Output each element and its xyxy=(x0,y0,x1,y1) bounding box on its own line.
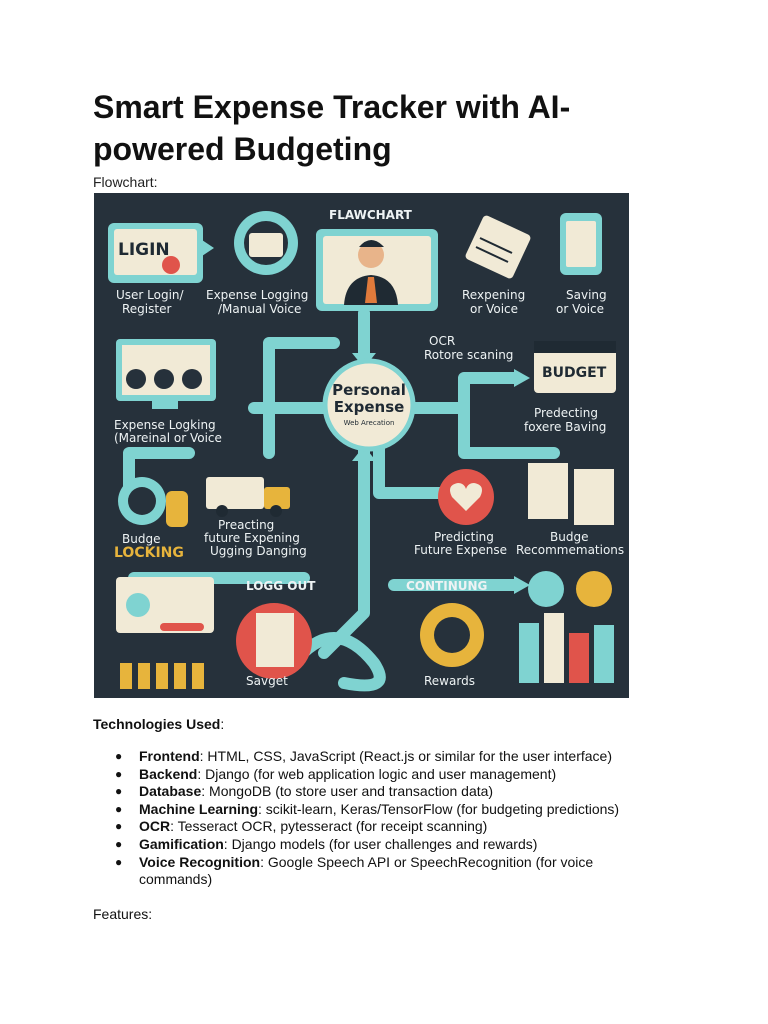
budge-rec-label-1: Budge xyxy=(550,530,589,544)
list-item: ● Database: MongoDB (to store user and transaction data) xyxy=(115,783,494,800)
expense-logging-label: Expense Logging xyxy=(206,288,309,302)
list-item: ● Frontend: HTML, CSS, JavaScript (React.js or similar for the user interface) xyxy=(115,748,612,764)
ocr-sub-label: Rotore scaning xyxy=(424,348,514,362)
login-screen-label: LIGIN xyxy=(118,240,170,260)
logout-label: LOGG OUT xyxy=(246,579,316,593)
predicting-label-3a: Predicting xyxy=(434,530,494,544)
page-title: Smart Expense Tracker with AI-powered Budgeting xyxy=(93,89,571,167)
flowchart-caption: Flowchart: xyxy=(93,174,158,190)
rewards-label: Rewards xyxy=(424,674,475,688)
or-voice-label-2: or Voice xyxy=(556,302,605,316)
list-item: ● Machine Learning: scikit-learn, Keras/TensorFlow (for budgeting predictions) xyxy=(115,800,620,817)
budget-node xyxy=(524,341,616,434)
center-label-2: Expense xyxy=(333,398,405,416)
technologies-heading: Technologies Used: xyxy=(93,716,225,732)
saving-label: Saving xyxy=(566,288,607,302)
predicting-label-2b: future Expening xyxy=(204,531,300,545)
center-sub-label: Web Arecation xyxy=(343,419,395,427)
budge-locking-label-1: Budge xyxy=(122,532,161,546)
continuing-label: CONTINUNG xyxy=(406,579,488,593)
budget-label: BUDGET xyxy=(542,365,607,381)
personal-expense-node xyxy=(325,361,413,449)
predicting-label-2a: Preacting xyxy=(218,518,275,532)
register-label: Register xyxy=(122,302,172,316)
list-item: ● Voice Recognition: Google Speech API or SpeechRecognition (for voice commands) xyxy=(115,853,594,888)
predicting-label-2c: Ugging Danging xyxy=(210,544,307,558)
expense-logking-label: Expense Logking xyxy=(114,418,216,432)
list-item: ● Backend: Django (for web application logic and user management) xyxy=(115,765,557,782)
features-heading: Features: xyxy=(93,906,153,922)
list-item: ● Gamification: Django models (for user challenges and rewards) xyxy=(115,835,538,852)
user-avatar-node xyxy=(316,229,438,311)
rewards-node xyxy=(420,603,484,688)
savget-label: Savget xyxy=(246,674,288,688)
or-voice-label-1: or Voice xyxy=(470,302,519,316)
rexpensing-label: Rexpening xyxy=(462,288,526,302)
flowchart-illustration xyxy=(94,193,629,698)
ocr-label: OCR xyxy=(429,334,456,348)
predicting-label-1: Predecting xyxy=(534,406,598,420)
user-login-label: User Login/ xyxy=(116,288,184,302)
expense-logking-node xyxy=(114,339,222,445)
predicting-label-3b: Future Expense xyxy=(414,543,507,557)
budge-rec-label-2: Recommemations xyxy=(516,543,625,557)
manual-voice-label: /Manual Voice xyxy=(218,302,302,316)
technologies-list xyxy=(93,748,653,889)
center-label-1: Personal xyxy=(332,381,406,399)
predicting-label-1b: foxere Baving xyxy=(524,420,607,434)
list-item: ● OCR: Tesseract OCR, pytesseract (for receipt scanning) xyxy=(115,818,488,835)
budge-locking-label-2: LOCKING xyxy=(114,545,184,561)
flowchart-image xyxy=(94,193,629,698)
flowchart-heading: FLAWCHART xyxy=(329,208,412,222)
manual-voice-label-2: (Mareinal or Voice xyxy=(114,431,222,445)
